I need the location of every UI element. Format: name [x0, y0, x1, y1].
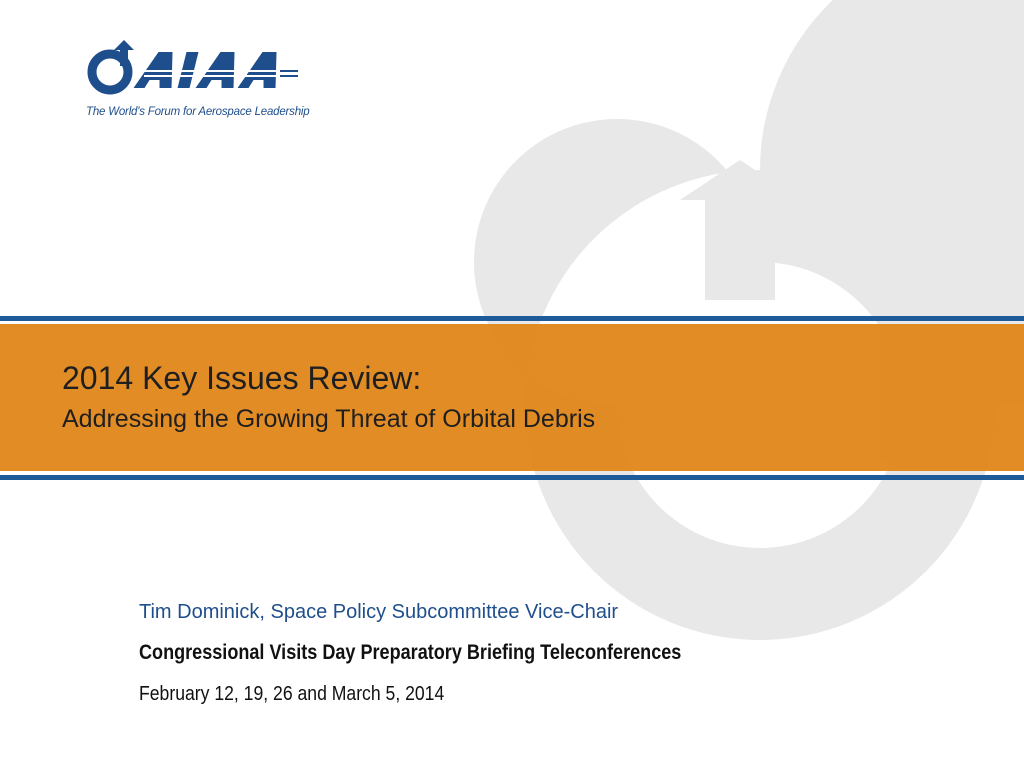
- aiaa-logo-icon: [84, 38, 304, 100]
- slide-title: 2014 Key Issues Review:: [62, 360, 422, 396]
- bottom-divider: [0, 475, 1024, 480]
- presenter-line: Tim Dominick, Space Policy Subcommittee Vice-Chair: [139, 601, 619, 623]
- slide-subtitle: Addressing the Growing Threat of Orbital Debris: [62, 405, 596, 433]
- dates-line: February 12, 19, 26 and March 5, 2014: [139, 683, 445, 705]
- logo-tagline: The World's Forum for Aerospace Leadership: [86, 106, 310, 118]
- title-band: [0, 324, 1024, 471]
- aiaa-logo: [84, 38, 310, 128]
- top-divider: [0, 316, 1024, 321]
- event-line: Congressional Visits Day Preparatory Briefing Teleconferences: [139, 641, 682, 664]
